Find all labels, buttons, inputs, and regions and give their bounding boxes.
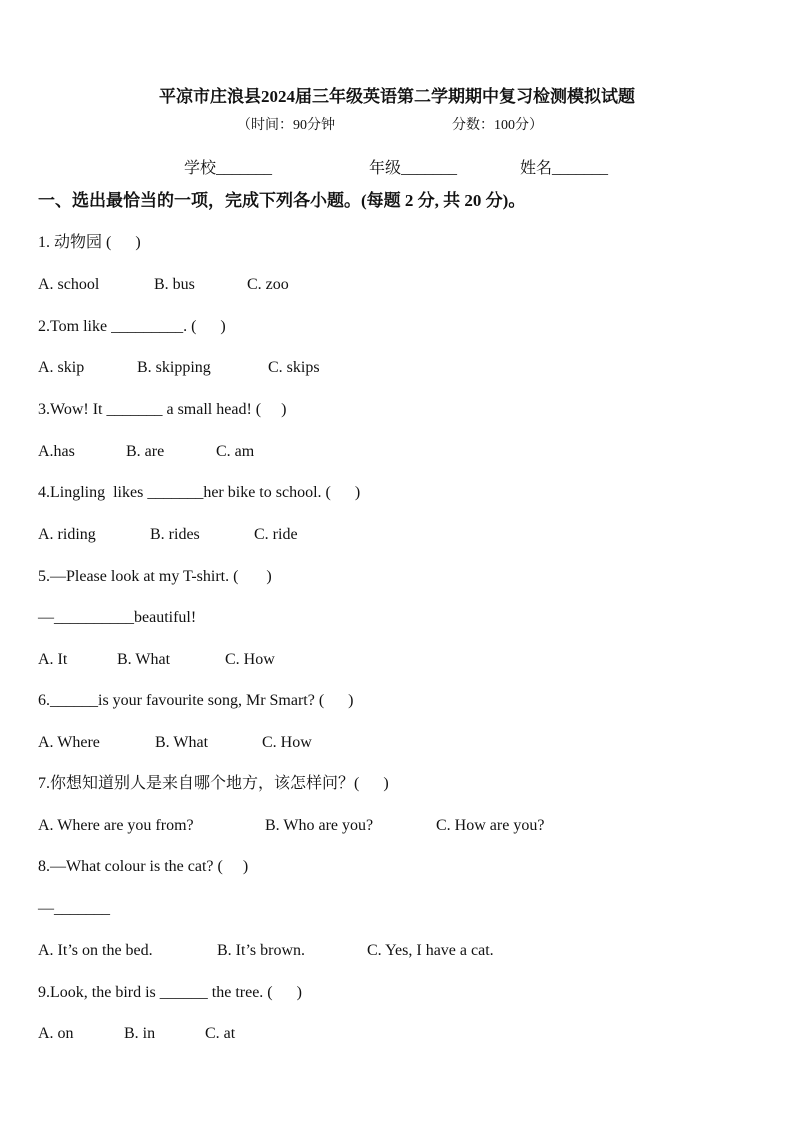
question-3-option-c: C. am: [216, 443, 255, 460]
question-7-option-a: A. Where are you from?: [38, 817, 194, 834]
question-2-stem: 2.Tom like _________. ( ): [38, 318, 226, 335]
question-7-stem: 7.你想知道别人是来自哪个地方，该怎样问？( ): [38, 775, 389, 792]
question-8-option-b: B. It’s brown.: [217, 942, 305, 959]
question-1-option-c: C. zoo: [247, 276, 289, 293]
question-6-option-b: B. What: [155, 734, 209, 751]
question-8-option-c: C. Yes, I have a cat.: [367, 942, 494, 959]
question-4-option-b: B. rides: [150, 526, 200, 543]
question-9-option-a: A. on: [38, 1025, 74, 1042]
question-7-option-b: B. Who are you?: [265, 817, 374, 834]
question-5-option-b: B. What: [117, 651, 171, 668]
question-3-stem: 3.Wow! It _______ a small head! ( ): [38, 401, 287, 418]
name-field: 姓名_______: [520, 160, 609, 177]
question-6-stem: 6.______is your favourite song, Mr Smart? ( ): [38, 692, 354, 709]
question-1-option-a: A. school: [38, 276, 100, 293]
question-8-response: —_______: [38, 900, 110, 917]
question-4-stem: 4.Lingling likes _______her bike to school. ( ): [38, 484, 361, 501]
question-8-stem: 8.—What colour is the cat? ( ): [38, 858, 249, 875]
section-heading: 一、选出最恰当的一项，完成下列各小题。(每题 2 分, 共 20 分)。: [38, 191, 526, 210]
question-5-response: —__________beautiful!: [38, 609, 197, 626]
question-9-option-c: C. at: [205, 1025, 236, 1042]
question-2-option-b: B. skipping: [137, 359, 211, 376]
question-7-option-c: C. How are you?: [436, 817, 545, 834]
question-4-option-c: C. ride: [254, 526, 298, 543]
question-5-option-c: C. How: [225, 651, 275, 668]
exam-time: （时间：90分钟: [237, 118, 335, 133]
page-title: 平凉市庄浪县2024届三年级英语第二学期期中复习检测模拟试题: [159, 87, 635, 106]
question-5-option-a: A. It: [38, 651, 68, 668]
question-6-option-a: A. Where: [38, 734, 100, 751]
school-field: 学校_______: [184, 160, 273, 177]
question-2-option-a: A. skip: [38, 359, 85, 376]
question-3-option-a: A.has: [38, 443, 75, 460]
question-9-option-b: B. in: [124, 1025, 156, 1042]
question-9-stem: 9.Look, the bird is ______ the tree. ( ): [38, 984, 302, 1001]
question-5-stem: 5.—Please look at my T-shirt. ( ): [38, 568, 272, 585]
question-8-option-a: A. It’s on the bed.: [38, 942, 153, 959]
question-1-stem: 1. 动物园 ( ): [38, 234, 141, 251]
question-1-option-b: B. bus: [154, 276, 195, 293]
exam-score: 分数：100分）: [452, 118, 543, 133]
grade-field: 年级_______: [369, 160, 458, 177]
question-2-option-c: C. skips: [268, 359, 320, 376]
question-4-option-a: A. riding: [38, 526, 96, 543]
question-3-option-b: B. are: [126, 443, 165, 460]
question-6-option-c: C. How: [262, 734, 312, 751]
